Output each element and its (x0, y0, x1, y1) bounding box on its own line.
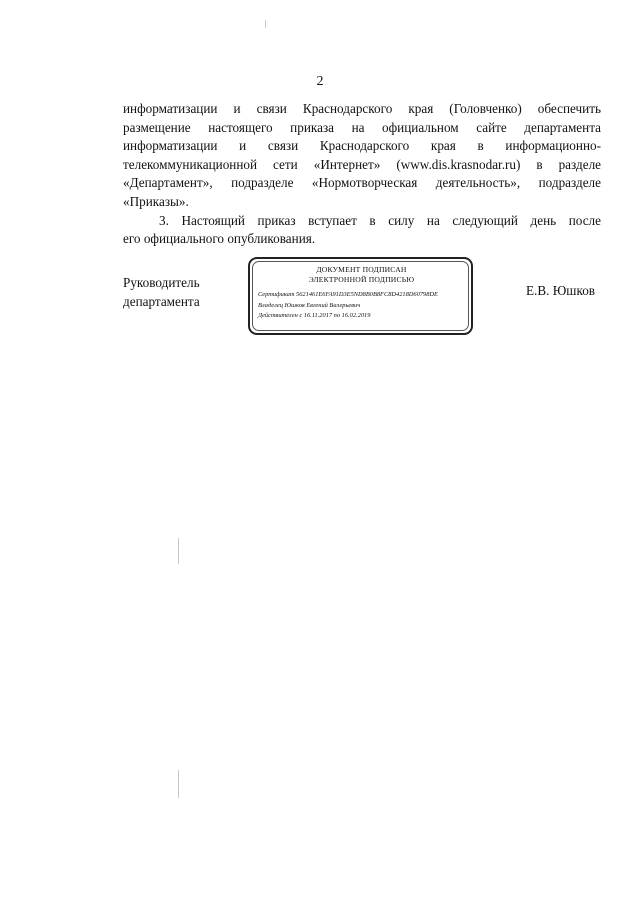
paragraph-line: 3. Настоящий приказ вступает в силу на следующий день после (159, 212, 601, 228)
signer-position-line: Руководитель (123, 275, 200, 290)
paragraph-line: «Департамент», подразделе «Нормотворческая деятельность», подразделе (123, 175, 601, 191)
paragraph-line: «Приказы». (123, 193, 189, 209)
paragraph-line: размещение настоящего приказа на официальном сайте департамента (123, 119, 601, 135)
paragraph-line: его официального опубликования. (123, 231, 316, 247)
scan-artifact (265, 20, 266, 28)
page-number: 2 (316, 74, 324, 89)
stamp-title: ДОКУМЕНТ ПОДПИСАН (316, 265, 407, 274)
stamp-validity: Действителен с 16.11.2017 по 16.02.2019 (258, 312, 371, 319)
paragraph-line: информатизации и связи Краснодарского края (Головченко) обеспечить (123, 101, 601, 116)
electronic-signature-stamp (248, 257, 473, 335)
signer-name: Е.В. Юшков (526, 283, 596, 298)
scan-artifact (178, 770, 179, 798)
signer-position-line: департамента (123, 293, 200, 309)
body-text (123, 100, 601, 249)
stamp-owner: Владелец Юшков Евгений Валерьевич (258, 301, 361, 309)
paragraph-line: телекоммуникационной сети «Интернет» (www.dis.krasnodar.ru) в разделе (123, 156, 601, 172)
signer-position (123, 274, 200, 311)
scan-artifact (178, 538, 179, 564)
stamp-certificate: Сертификат 5621461E6FA91D3E5ND8B0B8FC8D4218D60798DE (258, 291, 438, 298)
paragraph-line: информатизации и связи Краснодарского края в информационно- (123, 138, 601, 154)
stamp-subtitle: ЭЛЕКТРОННОЙ ПОДПИСЬЮ (308, 275, 415, 284)
